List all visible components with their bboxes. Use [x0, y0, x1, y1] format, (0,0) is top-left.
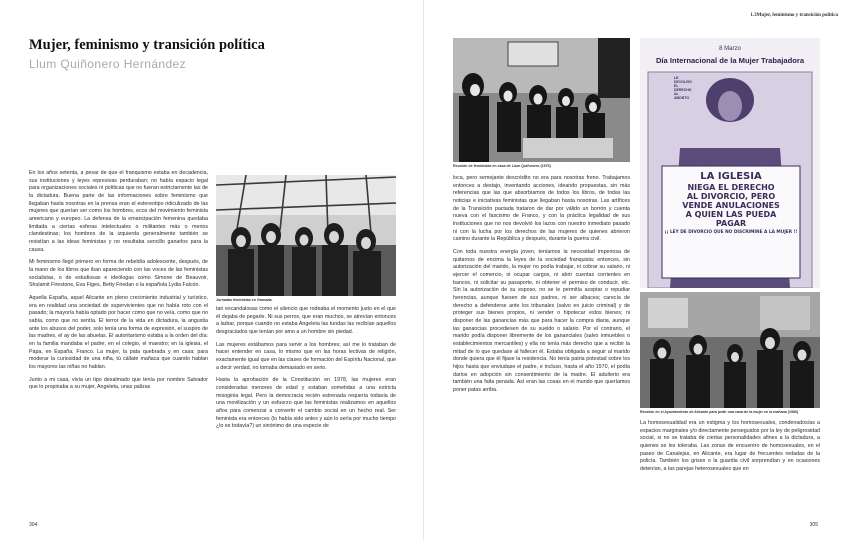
paragraph: loca, pero semejante descrédito no era para nosotras freno. Trabajamos entonces a destajo, inventando acciones, ideando propuestas, sin más referencias que las que absorbíamos de todos los libros, de todas las noticias e iniciativas feministas que llegaban hasta nosotras. Las artífices de la Transición pactada trataron de dar por válido un borrón y cuenta nueva con el fascismo de Franco, y con la práctica legalidad de sus instituciones que no nos devolvió los lazos con nuestro inmediato pasado ni con la lucha por los derechos de las mujeres de quienes abrieron camino durante la República y después, durante la guerra civil.	[453, 175, 630, 243]
paragraph: Las mujeres estábamos para servir a los hombres; así me lo trataban de hacer entender en casa, lo mismo que en las horas lectivas de religión, exactamente igual que en las clases de formación del Espíritu Nacional, que a decir verdad, no tomaba demasiado en serio.	[216, 341, 396, 371]
poster-8-marzo	[640, 38, 820, 288]
right-column-2	[640, 420, 820, 510]
photo-caption: Jornadas feministas en Granada.	[216, 298, 273, 302]
running-head: 1.3Mujer, feminismo y transición política	[750, 13, 838, 18]
photo-caption: Reunión de feministas en casa de Llum Quiñonero (1976)	[453, 164, 551, 168]
sign-line: NIEGA EL DERECHO	[687, 182, 775, 192]
paragraph: En los años setenta, a pesar de que el franquismo estaba en decadencia, sus instituciones y leyes represivas perduraban; no había espacio legal para organizaciones sociales ni políticas que no fueran estrictamente las de la dictadura. Buena parte de las informaciones sobre feminismo que llegaban hasta nosotras en la prensa eran el estereotipo ridiculizado de las mujeres que querían ser como los hombres, ecos del movimiento feminista americano y europeo. La defensa de la emancipación femenina quedaba limitada a ciertas esferas intelectuales o militantes más o menos clandestinas; los hombres de la izquierda generalmente también se resistían a las ideas feministas y no resultaba sencillo ganarlos para la causa.	[29, 170, 208, 253]
protest-sign	[664, 171, 798, 236]
sign-line: PAGAR	[715, 219, 747, 229]
paragraph: Con toda nuestra energía joven, teníamos la necesidad imperiosa de quitarnos de encima la leyes de la sociedad franquista; entonces, sin autorización del marido, la mujer no podía trabajar, ni cobrar su salario, ni ejercer el comercio, ni ocupar cargos, ni abrir cuentas corrientes en bancos, ni solicitar su pasaporte, ni obtener el permiso de conducir, etc. Sin la autorización de su esposo, no se le permitía aceptar o repudiar herencias, aunque fuesen de sus padres, ni ser albacea; carecía de derecho a defenderse ante los tribunales (salvo en juicio criminal) y de proteger sus bienes propios, ni vender o hipotecar estos bienes; ni disponer de las ganancias más que para hacer la compra diaria, aunque las ganancias procediesen de su sueldo o salario. Por el contrario, el marido podía disponer libremente de los gananciales (salvo inmuebles o establecimientos mercantiles) y ella no tenía más derecho que a recibir la mitad de lo que quedase al fallecer él. Estaba obligada a seguir al marido donde quiera que él fijase la residencia. No tenía patria potestad sobre los hijos hasta que enviudase el padre, e incluso, hasta el año 1970, el podía darlos en adopción sin consentimiento de la madre. El adulterio era también una falta penada. Así eran las cosas en el mundo que queríamos poner patas arriba.	[453, 249, 630, 394]
paragraph: La homosexualidad era un estigma y los homosexuales, condenados/as a espacios marginales y/o directamente perseguidos por la ley de peligrosidad social, si no se trataba de ciertas personalidades afines a la dictadura, a quienes se les toleraba. Las zonas de encuentro de homosexuales, en el paseo de Canalejas, en Alicante, era lugar de frecuentes redadas de la policía. También los grises o la guardia civil sorprendían y en ocasiones detenían, a las parejas heterosexuales que en	[640, 420, 820, 473]
paragraph: Hasta la aprobación de la Constitución en 1978, las mujeres eran consideradas menores de edad y estaban sometidas a una estricta misoginia legal. Pero la democracia recién estrenada requería todavía de una movilización y un esfuerzo que las feministas realizamos en aquellos años para comenzar a convertir el cambio social en un hecho real. Ser feminista era entonces (lo había sido antes y aún lo sería por mucho tiempo ¿lo es todavía?) un sinónimo de una especie de	[216, 377, 396, 430]
paragraph: Aquella España, aquel Alicante en pleno crecimiento industrial y turístico, era en realidad una sociedad de supervivientes que no había roto con el pasado; la mayoría había optado por hacer como que no veía, como que no sabía, como que no sentía. El terror de la vida en dictadura, la angustia ante los abusos del poder, solo tenía una forma de expresión, el suspiro de las madres, el ay de las abuelas. El autoritarismo estaba a la orden del día: en la familia mandaba el padre; en el colegio, el maestro; en la iglesia, el Papa, en España, Franco. La mujer, la pata quebrada y en casa; para moderar la curiosidad de una niña, tú cállate mañaca que cuando hablan los mayores las niñas no hablan.	[29, 295, 208, 371]
sign-line: A QUIEN LAS PUEDA	[685, 210, 777, 220]
left-column-1	[29, 170, 208, 510]
poster-scrawl: LE DEVOLVIÓ EL DERECHO AL ABORTO	[674, 76, 692, 100]
sign-line: VENDE ANULACIONES	[682, 200, 780, 210]
left-column-2	[216, 306, 396, 510]
poster-title: Día Internacional de la Mujer Trabajadora	[655, 56, 805, 65]
poster-date: 8 Marzo	[719, 46, 741, 52]
sign-line: AL DIVORCIO, PERO	[686, 191, 776, 201]
paragraph: tan escandalosas como el silencio que rodeaba el momento justo en el que él dejaba de pegarle. Ni sus perros, que eran muchos, se atrevían entonces a ladrar, porque cuando no estaba Angeleta las tundas las recibían aquellos desgraciados que tenían por amo a un hombre sin piedad.	[216, 306, 396, 336]
sign-line: LA IGLESIA	[700, 171, 762, 182]
paragraph: Mi feminismo llegó primero en forma de rebeldía adolescente, después, de la mano de los libros que iban apareciendo con las voces de las feministas socialistas, o de estudiosas e ideólogas como Simone de Beauvoir, Shulamit Firestone, Eva Figes, Betty Friedan o la española Lydia Falcón.	[29, 259, 208, 289]
page-number: 305	[809, 522, 818, 528]
page-number: 304	[29, 522, 38, 528]
photo-caption: Reunión en el Ayuntamiento de Alicante para pedir una casa de la mujer en la mañana (1980)	[640, 410, 799, 414]
right-column-1	[453, 175, 630, 510]
photo-city-hall-meeting	[640, 292, 820, 408]
sign-footnote: ¡¡ LEY DE DIVORCIO QUE NO DISCRIMINE A LA MUJER !!	[664, 230, 798, 236]
photo-women-granada	[216, 175, 396, 296]
photo-meeting-home	[453, 38, 630, 162]
article-title: Mujer, feminismo y transición política	[29, 37, 265, 53]
article-author: Llum Quiñonero Hernández	[29, 57, 187, 71]
right-page	[424, 0, 848, 540]
paragraph: Junto a mi casa, vivía un tipo desalmado que tenía por nombre Salvador que lo propinaba a su mujer, Angeleta, unas palizas	[29, 376, 208, 391]
